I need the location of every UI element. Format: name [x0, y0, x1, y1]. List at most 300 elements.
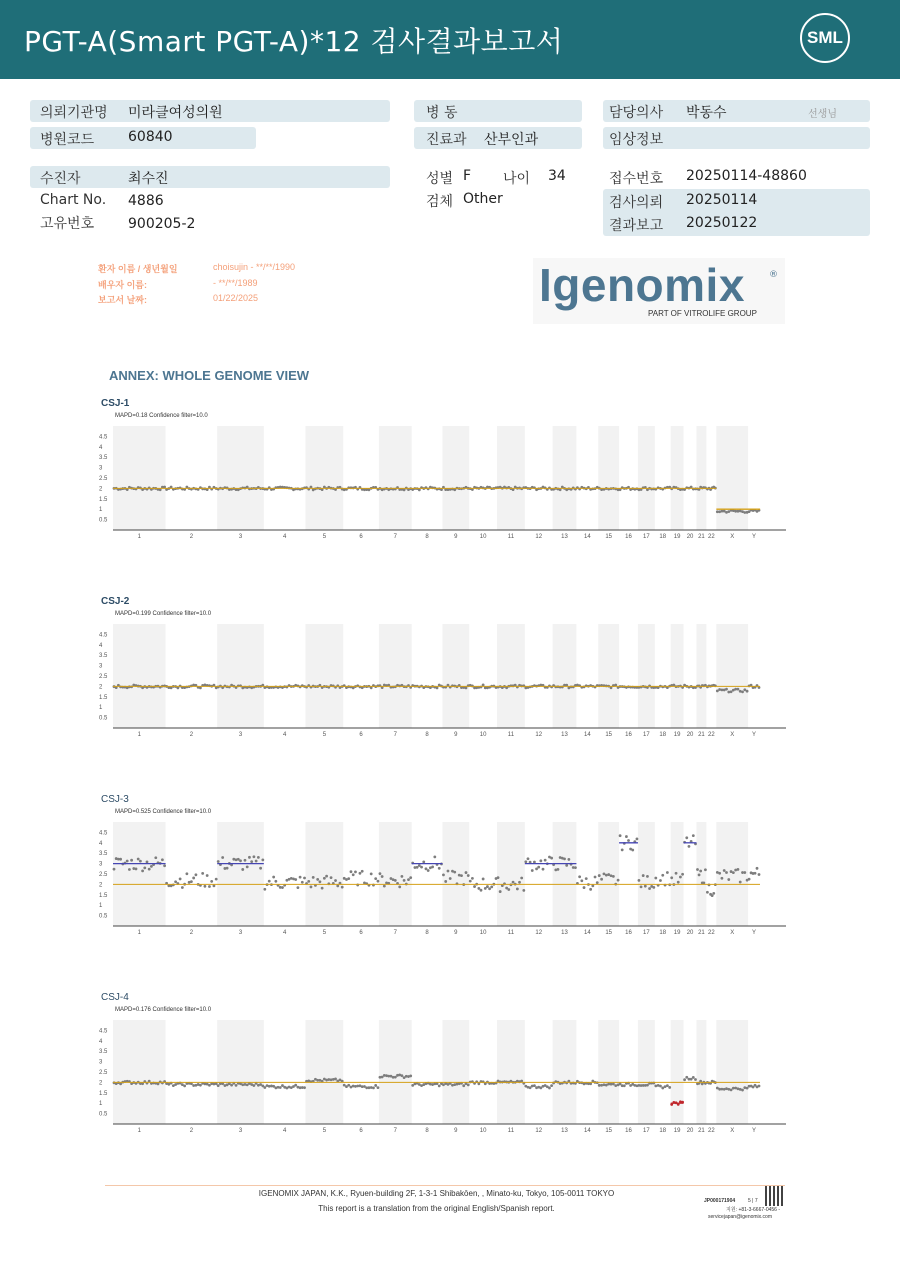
age-value: 34 — [548, 168, 566, 184]
ward-label: 병 동 — [426, 105, 458, 121]
data-point — [692, 1076, 695, 1079]
data-point — [725, 871, 728, 874]
x-tick-label: Y — [752, 534, 757, 540]
data-point — [334, 879, 337, 882]
x-tick-label: 19 — [673, 1128, 681, 1134]
y-tick-label: 0.5 — [99, 1111, 108, 1118]
data-point — [447, 870, 450, 873]
chrom-band — [217, 1020, 264, 1124]
chart-4-subtitle: MAPD=0.176 Confidence filter=10.0 — [115, 1007, 212, 1013]
data-point — [644, 885, 647, 888]
x-tick-label: 11 — [507, 534, 515, 540]
x-tick-label: 3 — [238, 930, 243, 936]
chrom-band — [113, 1020, 166, 1124]
data-point — [563, 857, 566, 860]
data-point — [670, 876, 673, 879]
request-value: 20250114 — [686, 192, 758, 208]
data-point — [163, 864, 166, 867]
data-point — [217, 860, 220, 863]
data-point — [310, 886, 313, 889]
chrom-band — [671, 426, 684, 530]
data-point — [449, 877, 452, 880]
hospital-code-value: 60840 — [128, 129, 173, 145]
x-tick-label: 3 — [238, 732, 243, 738]
data-point — [535, 867, 538, 870]
data-point — [723, 869, 726, 872]
data-point — [354, 870, 357, 873]
igenomix-tagline: PART OF VITROLIFE GROUP — [648, 309, 757, 318]
data-point — [600, 878, 603, 881]
data-point — [274, 880, 277, 883]
data-point — [442, 873, 445, 876]
y-tick-label: 2.5 — [99, 476, 108, 482]
data-point — [420, 866, 423, 869]
x-tick-label: 2 — [189, 732, 194, 738]
data-point — [272, 876, 275, 879]
chart-1-subtitle: MAPD=0.18 Confidence filter=10.0 — [115, 413, 208, 419]
data-point — [743, 871, 746, 874]
y-tick-label: 1 — [99, 1101, 103, 1108]
report-date-label: 보고서 날짜: — [98, 295, 147, 305]
x-tick-label: 18 — [659, 732, 667, 738]
data-point — [480, 889, 483, 892]
data-point — [301, 881, 304, 884]
data-point — [497, 876, 500, 879]
data-point — [565, 864, 568, 867]
sex-label: 성별 — [426, 171, 454, 187]
data-point — [261, 858, 264, 861]
x-tick-label: 20 — [686, 1128, 694, 1134]
qr-code-icon — [765, 1186, 785, 1206]
data-point — [422, 860, 425, 863]
data-point — [737, 868, 740, 871]
x-tick-label: 10 — [479, 732, 487, 738]
chrom-band — [598, 426, 619, 530]
data-point — [706, 891, 709, 894]
chrom-band — [306, 822, 344, 926]
x-tick-label: 15 — [605, 1128, 613, 1134]
x-tick-label: 5 — [322, 1128, 327, 1134]
data-point — [379, 872, 382, 875]
data-point — [712, 892, 715, 895]
data-point — [488, 887, 491, 890]
data-point — [527, 857, 530, 860]
specimen-value: Other — [463, 191, 503, 207]
footer-note: This report is a translation from the original English/Spanish report. — [318, 1204, 555, 1213]
data-point — [484, 887, 487, 890]
y-tick-label: 4.5 — [99, 830, 108, 837]
data-point — [150, 865, 153, 868]
data-point — [185, 872, 188, 875]
y-tick-label: 1.5 — [99, 892, 108, 899]
data-point — [181, 886, 184, 889]
data-point — [398, 885, 401, 888]
spouse-value: - **/**/1989 — [213, 278, 258, 288]
data-point — [702, 882, 705, 885]
x-tick-label: X — [730, 732, 735, 738]
data-point — [253, 1084, 256, 1087]
chrom-band — [553, 624, 577, 728]
chart-3-subtitle: MAPD=0.525 Confidence filter=10.0 — [115, 809, 212, 815]
data-point — [226, 867, 229, 870]
data-point — [533, 1084, 536, 1087]
data-point — [692, 834, 695, 837]
x-tick-label: X — [730, 534, 735, 540]
footer-doc-id: JP000171904 — [704, 1198, 736, 1204]
data-point — [612, 1083, 615, 1086]
chrom-band — [716, 624, 748, 728]
data-point — [374, 1084, 377, 1087]
chrom-band — [113, 426, 166, 530]
data-point — [739, 881, 742, 884]
x-tick-label: 9 — [454, 1128, 458, 1134]
data-point — [303, 877, 306, 880]
data-point — [721, 877, 724, 880]
chrom-band — [113, 624, 166, 728]
chrom-band — [217, 426, 264, 530]
chrom-band — [442, 426, 469, 530]
x-tick-label: 22 — [708, 930, 715, 936]
data-point — [146, 860, 149, 863]
x-tick-label: 21 — [698, 534, 705, 540]
footer-divider — [105, 1185, 785, 1186]
data-point — [741, 690, 744, 693]
data-point — [610, 874, 613, 877]
data-point — [580, 879, 583, 882]
data-point — [268, 880, 271, 883]
x-tick-label: 4 — [283, 534, 287, 540]
x-tick-label: 10 — [479, 930, 487, 936]
data-point — [341, 886, 344, 889]
y-tick-label: 4.5 — [99, 632, 108, 639]
data-point — [659, 1085, 662, 1088]
data-point — [741, 1089, 744, 1092]
chrom-band — [638, 426, 655, 530]
chrom-band — [113, 822, 166, 926]
data-point — [347, 877, 350, 880]
data-point — [677, 881, 680, 884]
data-point — [126, 860, 129, 863]
data-point — [578, 875, 581, 878]
x-tick-label: 21 — [698, 930, 705, 936]
chrom-band — [379, 624, 412, 728]
x-tick-label: 1 — [137, 1128, 141, 1134]
x-tick-label: 20 — [686, 732, 694, 738]
patient-name-label: 환자 이름 / 생년월일 — [98, 264, 178, 274]
y-tick-label: 3.5 — [99, 455, 108, 462]
data-point — [627, 839, 630, 842]
y-tick-label: 1 — [99, 705, 103, 712]
chrom-band — [638, 822, 655, 926]
x-tick-label: 9 — [454, 930, 458, 936]
chrom-band — [716, 426, 748, 530]
data-point — [585, 877, 588, 880]
data-point — [139, 860, 142, 863]
annex-title: ANNEX: WHOLE GENOME VIEW — [109, 368, 310, 383]
y-tick-label: 2 — [99, 882, 103, 889]
institution-value: 미라클여성의원 — [128, 105, 223, 121]
data-point — [631, 849, 634, 852]
data-point — [257, 856, 260, 859]
data-point — [250, 860, 253, 863]
data-point — [646, 1084, 649, 1087]
data-point — [659, 879, 662, 882]
chrom-band — [217, 822, 264, 926]
x-tick-label: 1 — [137, 930, 141, 936]
data-point — [617, 879, 620, 882]
x-tick-label: 18 — [659, 930, 667, 936]
data-point — [407, 878, 410, 881]
data-point — [190, 880, 193, 883]
chrom-band — [696, 624, 706, 728]
chart-no-label: Chart No. — [40, 192, 107, 208]
data-point — [661, 874, 664, 877]
y-tick-label: 2.5 — [99, 872, 108, 878]
request-label: 검사의뢰 — [609, 195, 664, 211]
chrom-band — [497, 1020, 525, 1124]
chrom-band — [671, 624, 684, 728]
data-point — [737, 688, 740, 691]
data-point — [377, 1086, 380, 1089]
data-point — [473, 885, 476, 888]
data-point — [253, 855, 256, 858]
sml-logo-text: SML — [807, 28, 843, 47]
data-point — [469, 880, 472, 883]
patient-value: 최수진 — [128, 171, 169, 187]
x-tick-label: 7 — [393, 930, 397, 936]
report-title: PGT-A(Smart PGT-A)*12 검사결과보고서 — [24, 25, 564, 58]
data-point — [370, 873, 373, 876]
chart-csj-2 — [95, 618, 795, 748]
x-tick-label: 16 — [625, 534, 632, 540]
chrom-band — [598, 1020, 619, 1124]
x-tick-label: 20 — [686, 930, 694, 936]
data-point — [409, 1075, 412, 1078]
data-point — [596, 881, 599, 884]
data-point — [374, 877, 377, 880]
data-point — [603, 1083, 606, 1086]
x-tick-label: 7 — [393, 1128, 397, 1134]
doctor-value: 박동수 — [686, 105, 727, 121]
data-point — [248, 856, 251, 859]
data-point — [696, 868, 699, 871]
data-point — [217, 1084, 220, 1087]
x-tick-label: 5 — [322, 930, 327, 936]
data-point — [685, 836, 688, 839]
department-value: 산부인과 — [484, 132, 539, 148]
data-point — [477, 887, 480, 890]
data-point — [425, 867, 428, 870]
sml-logo — [800, 13, 850, 63]
data-point — [383, 885, 386, 888]
y-tick-label: 0.5 — [99, 913, 108, 920]
data-point — [548, 1087, 551, 1090]
data-point — [589, 888, 592, 891]
chart-csj-1 — [95, 420, 795, 550]
data-point — [312, 876, 315, 879]
y-tick-label: 4.5 — [99, 1028, 108, 1035]
x-tick-label: 7 — [393, 732, 397, 738]
x-tick-label: 11 — [507, 732, 515, 738]
data-point — [718, 872, 721, 875]
y-tick-label: 1.5 — [99, 694, 108, 701]
y-tick-label: 3 — [99, 1059, 103, 1066]
data-point — [531, 869, 534, 872]
data-point — [471, 877, 474, 880]
chrom-band — [306, 1020, 344, 1124]
data-point — [640, 885, 643, 888]
x-tick-label: 19 — [673, 534, 681, 540]
data-point — [183, 1084, 186, 1087]
x-tick-label: 8 — [425, 1128, 429, 1134]
y-tick-label: 4 — [99, 840, 103, 847]
data-point — [460, 874, 463, 877]
x-tick-label: 15 — [605, 930, 613, 936]
chart-1-title: CSJ-1 — [101, 398, 130, 409]
x-tick-label: 13 — [561, 930, 568, 936]
chrom-band — [553, 1020, 577, 1124]
data-point — [401, 875, 404, 878]
data-point — [557, 868, 560, 871]
institution-label: 의뢰기관명 — [40, 105, 108, 121]
data-point — [490, 885, 493, 888]
chart-2-title: CSJ-2 — [101, 596, 130, 607]
data-point — [711, 894, 714, 897]
data-point — [652, 886, 655, 889]
data-point — [427, 869, 430, 872]
data-point — [758, 873, 761, 876]
chart-csj-4 — [95, 1014, 795, 1144]
x-tick-label: 2 — [189, 534, 194, 540]
data-point — [754, 872, 757, 875]
y-tick-label: 3.5 — [99, 1049, 108, 1056]
footer-address: IGENOMIX JAPAN, K.K., Ryuen-building 2F, 1-3-1 Shibakōen, , Minato-ku, Tokyo, 105-0011 TOKYO — [258, 1189, 615, 1198]
data-point — [361, 870, 364, 873]
x-tick-label: 4 — [283, 1128, 287, 1134]
x-tick-label: 20 — [686, 534, 694, 540]
y-tick-label: 3.5 — [99, 851, 108, 858]
data-point — [135, 868, 138, 871]
x-tick-label: 14 — [583, 930, 591, 936]
data-point — [600, 1084, 603, 1087]
x-tick-label: 6 — [359, 930, 363, 936]
data-point — [208, 1084, 211, 1087]
data-point — [352, 873, 355, 876]
data-point — [746, 690, 749, 693]
chrom-band — [379, 426, 412, 530]
x-tick-label: 7 — [393, 534, 397, 540]
data-point — [619, 834, 622, 837]
chrom-band — [379, 1020, 412, 1124]
data-point — [130, 859, 133, 862]
x-tick-label: 21 — [698, 732, 705, 738]
data-point — [512, 881, 515, 884]
unique-value: 900205-2 — [128, 216, 196, 232]
data-point — [688, 845, 691, 848]
x-tick-label: 19 — [673, 732, 681, 738]
spouse-label: 배우자 이름: — [98, 280, 147, 290]
data-point — [347, 1084, 350, 1087]
x-tick-label: 13 — [561, 534, 568, 540]
x-tick-label: 12 — [535, 930, 543, 936]
x-tick-label: 16 — [625, 732, 632, 738]
x-tick-label: 13 — [561, 732, 568, 738]
data-point — [431, 866, 434, 869]
y-tick-label: 0.5 — [99, 517, 108, 524]
data-point — [725, 688, 728, 691]
data-point — [137, 858, 140, 861]
data-point — [544, 859, 547, 862]
data-point — [625, 835, 628, 838]
data-point — [403, 879, 406, 882]
report-date-value: 01/22/2025 — [213, 293, 259, 303]
y-tick-label: 1 — [99, 507, 103, 514]
y-tick-label: 0.5 — [99, 715, 108, 722]
data-point — [704, 868, 707, 871]
x-tick-label: 6 — [359, 732, 363, 738]
data-point — [433, 855, 436, 858]
data-point — [192, 877, 195, 880]
y-tick-label: 2 — [99, 1080, 103, 1087]
data-point — [394, 879, 397, 882]
data-point — [614, 1084, 617, 1087]
y-tick-label: 2.5 — [99, 1070, 108, 1076]
chrom-band — [696, 1020, 706, 1124]
data-point — [623, 1084, 626, 1087]
data-point — [299, 876, 302, 879]
x-tick-label: 18 — [659, 534, 667, 540]
data-point — [255, 860, 258, 863]
x-tick-label: X — [730, 1128, 735, 1134]
data-point — [681, 873, 684, 876]
footer-page: 5 | 7 — [748, 1198, 758, 1204]
registered-mark: ® — [769, 270, 778, 280]
data-point — [201, 872, 204, 875]
data-point — [263, 1086, 266, 1089]
data-point — [319, 880, 322, 883]
chrom-band — [217, 624, 264, 728]
data-point — [550, 857, 553, 860]
data-point — [416, 866, 419, 869]
data-point — [195, 873, 198, 876]
y-tick-label: 3 — [99, 861, 103, 868]
data-point — [567, 858, 570, 861]
data-point — [161, 858, 164, 861]
data-point — [294, 1084, 297, 1087]
data-point — [204, 885, 207, 888]
data-point — [668, 1086, 671, 1089]
y-tick-label: 3 — [99, 663, 103, 670]
chrom-band — [553, 426, 577, 530]
data-point — [574, 866, 577, 869]
chrom-band — [671, 1020, 684, 1124]
data-point — [350, 870, 353, 873]
data-point — [336, 884, 339, 887]
x-tick-label: 16 — [625, 930, 632, 936]
x-tick-label: 9 — [454, 534, 458, 540]
chrom-band — [442, 822, 469, 926]
data-point — [748, 878, 751, 881]
x-tick-label: Y — [752, 1128, 757, 1134]
data-point — [263, 888, 266, 891]
x-tick-label: 22 — [708, 1128, 715, 1134]
data-point — [621, 848, 624, 851]
data-point — [246, 865, 249, 868]
data-point — [539, 859, 542, 862]
data-point — [281, 886, 284, 889]
data-point — [612, 875, 615, 878]
chrom-band — [379, 822, 412, 926]
